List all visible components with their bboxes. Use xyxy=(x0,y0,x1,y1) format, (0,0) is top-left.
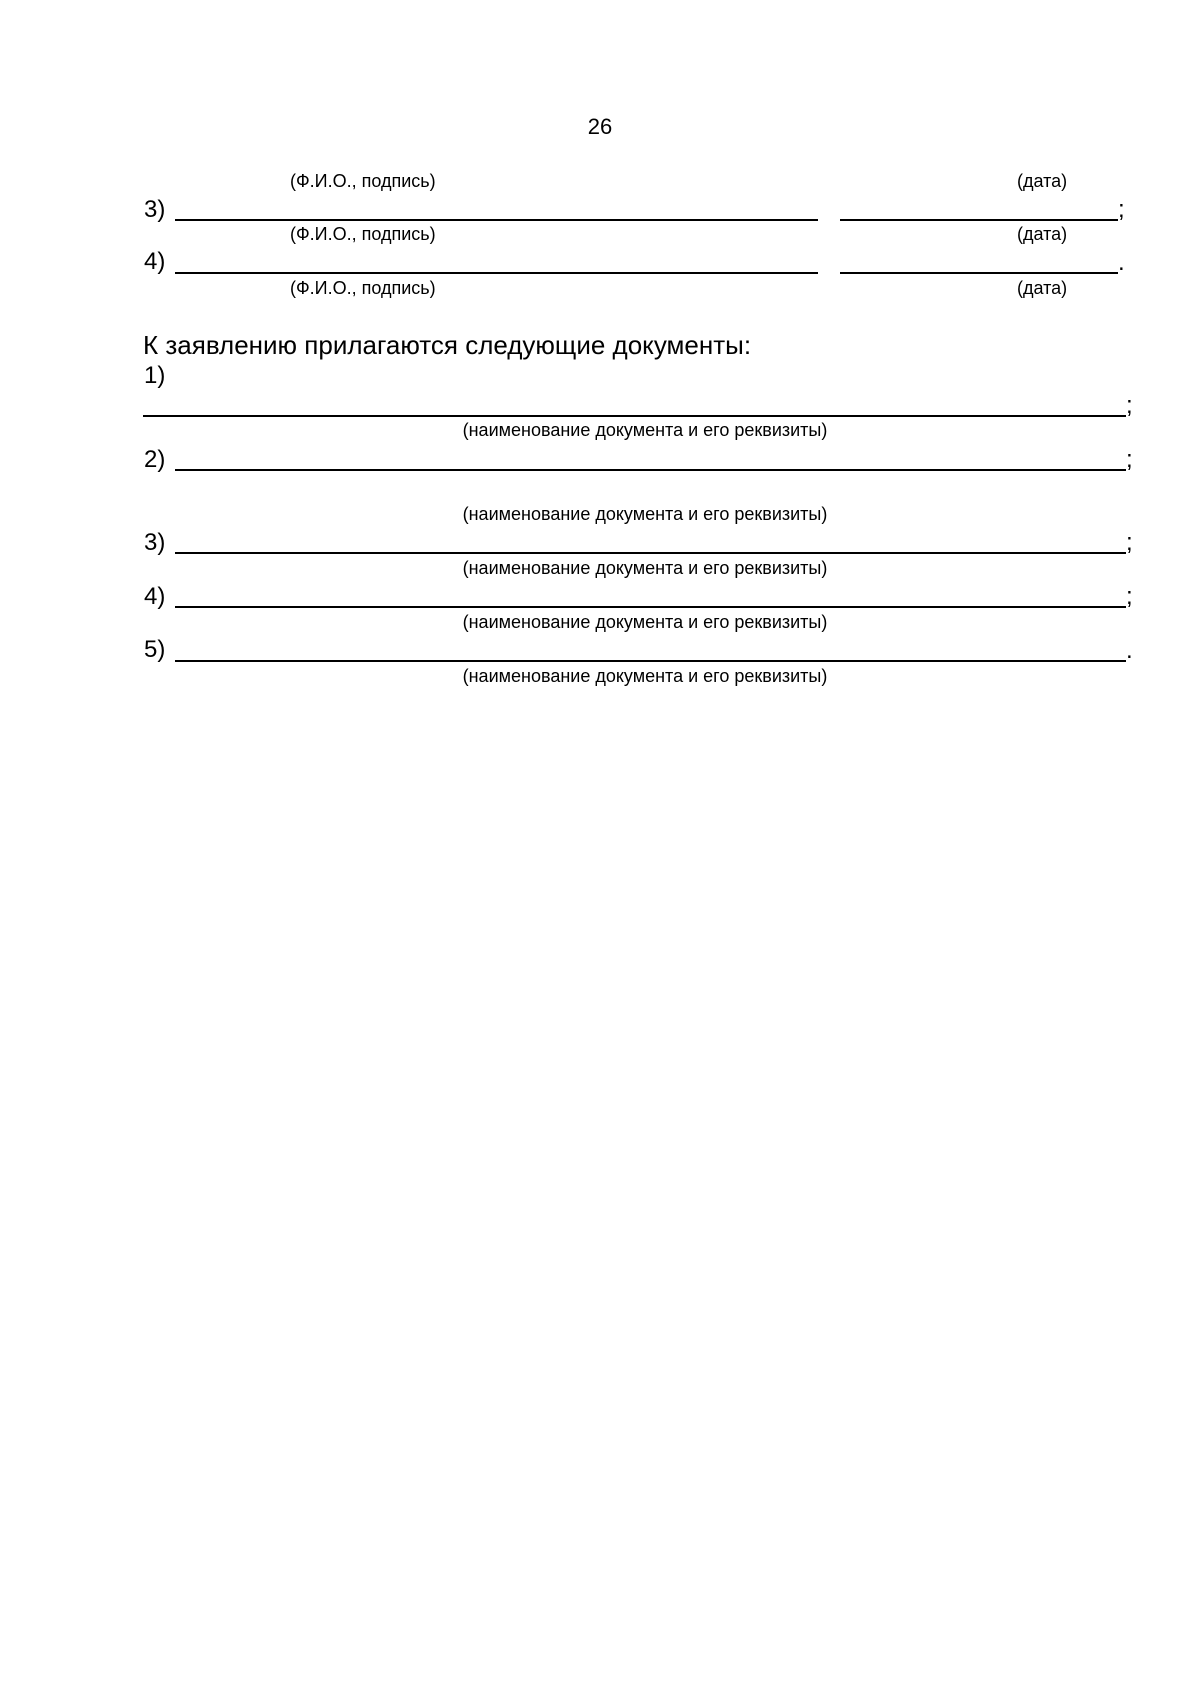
attachment-line[interactable] xyxy=(175,606,1126,608)
signature-row-number: 4) xyxy=(144,248,166,275)
attachment-caption: (наименование документа и его реквизиты) xyxy=(462,558,828,578)
date-caption: (дата) xyxy=(1017,278,1068,298)
date-caption: (дата) xyxy=(1017,224,1068,244)
attachment-item-number: 5) xyxy=(144,636,166,663)
date-line[interactable] xyxy=(840,219,1118,221)
attachment-caption: (наименование документа и его реквизиты) xyxy=(462,504,828,524)
attachment-item-number: 1) xyxy=(144,362,166,389)
name-signature-caption: (Ф.И.О., подпись) xyxy=(290,278,436,298)
attachment-line[interactable] xyxy=(175,552,1126,554)
attachment-caption: (наименование документа и его реквизиты) xyxy=(462,612,828,632)
name-signature-line[interactable] xyxy=(175,272,818,274)
row-end-punctuation: ; xyxy=(1118,196,1125,223)
date-line[interactable] xyxy=(840,272,1118,274)
row-end-punctuation: ; xyxy=(1126,446,1133,473)
row-end-punctuation: ; xyxy=(1126,529,1133,556)
attachment-item-number: 3) xyxy=(144,529,166,556)
name-signature-caption: (Ф.И.О., подпись) xyxy=(290,224,436,244)
attachment-caption: (наименование документа и его реквизиты) xyxy=(462,666,828,686)
attachments-heading: К заявлению прилагаются следующие документы: xyxy=(143,330,752,360)
row-end-punctuation: ; xyxy=(1126,392,1133,419)
attachment-item-number: 2) xyxy=(144,446,166,473)
attachment-item-number: 4) xyxy=(144,583,166,610)
row-end-punctuation: ; xyxy=(1126,583,1133,610)
attachment-line[interactable] xyxy=(175,469,1126,471)
row-end-punctuation: . xyxy=(1126,637,1133,664)
name-signature-caption: (Ф.И.О., подпись) xyxy=(290,171,436,191)
name-signature-line[interactable] xyxy=(175,219,818,221)
attachment-caption: (наименование документа и его реквизиты) xyxy=(462,420,828,440)
row-end-punctuation: . xyxy=(1118,249,1125,276)
attachment-line[interactable] xyxy=(175,660,1126,662)
attachment-line[interactable] xyxy=(143,415,1126,417)
date-caption: (дата) xyxy=(1017,171,1068,191)
page-number: 26 xyxy=(587,114,613,139)
signature-row-number: 3) xyxy=(144,196,166,223)
